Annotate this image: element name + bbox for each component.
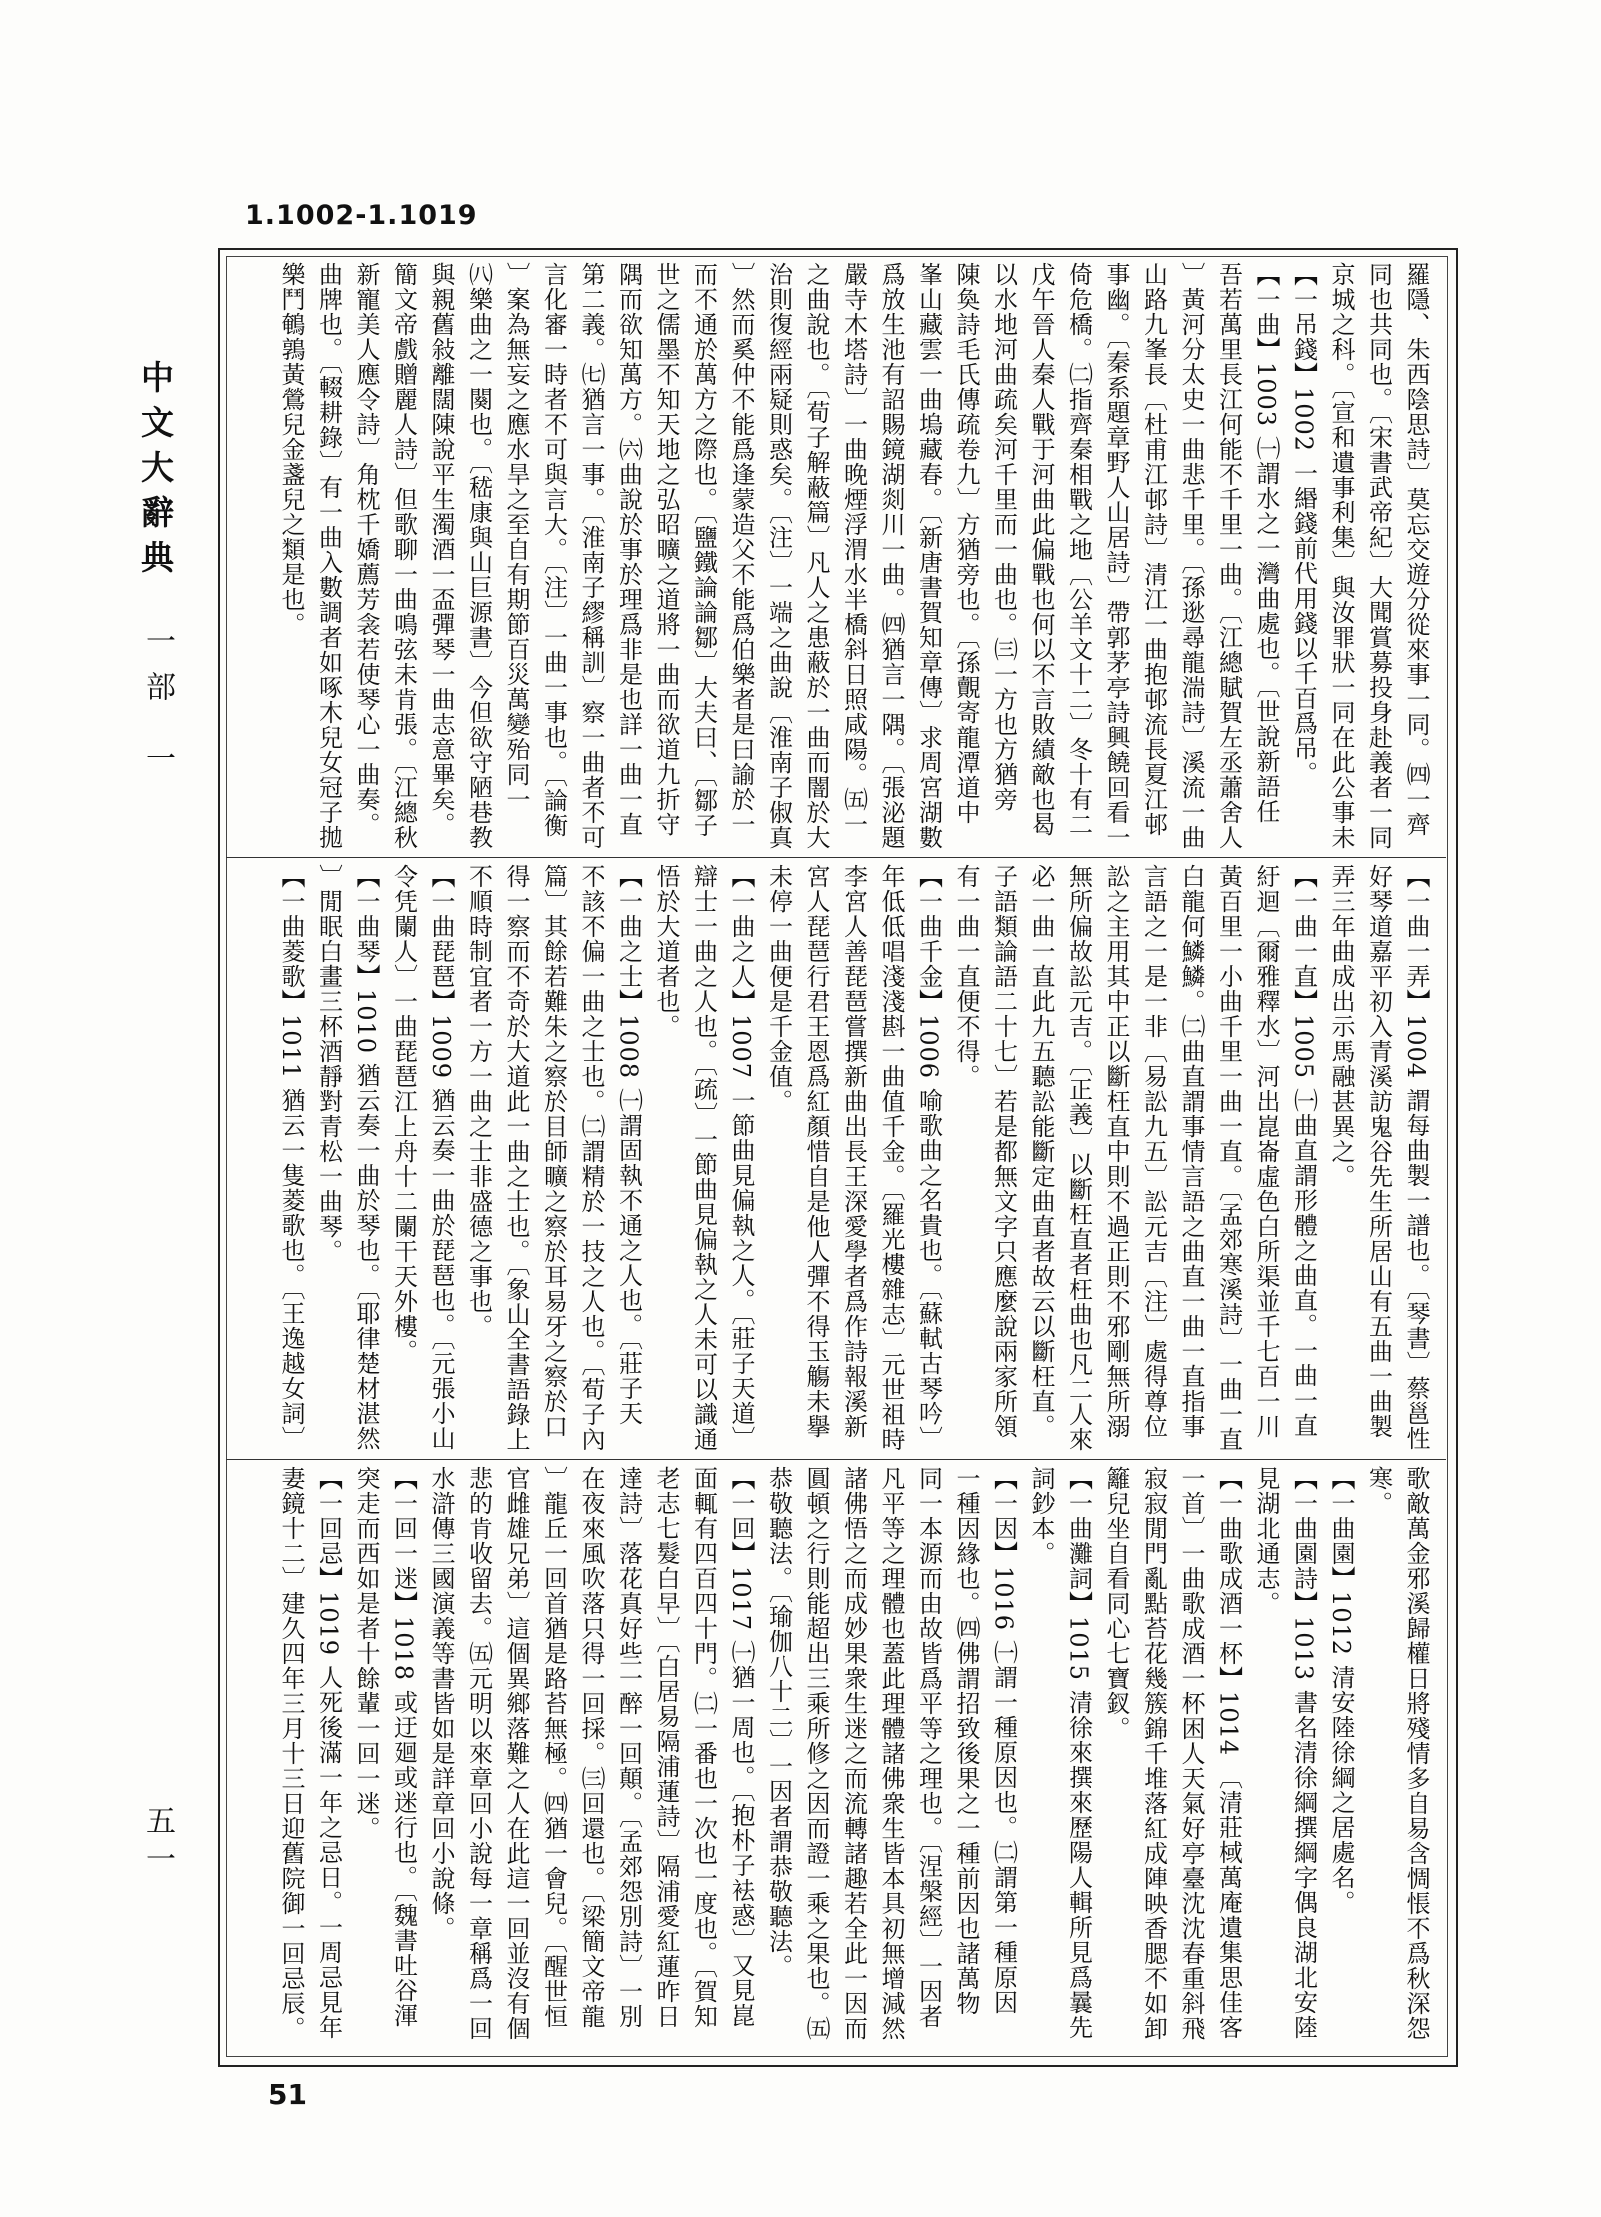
text-column: 之曲說也。〔荀子解蔽篇〕凡人之患蔽於一曲而闇於大	[802, 262, 830, 850]
radical-section-label: 一部 一	[140, 625, 175, 789]
text-column: 吾若萬里長江何能不千里一曲。〔江總賦賀左丞蕭舍人	[1214, 262, 1243, 850]
text-column: 樂鬥鵪鶉黃鶯兒金盞兒之類是也。	[277, 262, 305, 637]
text-column: 【一曲琴】1010 猶云奏一曲於琴也。〔耶律楚材湛然	[352, 864, 380, 1451]
text-column: 達詩〕落花真好些一醉一回顛。〔孟郊怨別詩〕一別	[614, 1466, 643, 2029]
text-column: 【一曲之士】1008 ㈠謂固執不通之人也。〔莊子天	[614, 864, 643, 1426]
text-column: 見湖北通志。	[1252, 1466, 1280, 1616]
entry-range-header: 1.1002-1.1019	[245, 200, 478, 231]
text-column: 弄三年曲成出示馬融甚異之。	[1327, 864, 1355, 1189]
text-column: 恭敬聽法。〔瑜伽八十二〕一因者謂恭敬聽法。	[764, 1466, 793, 1979]
text-column: 李宮人善琵琶嘗撰新曲出長王深愛學者爲作詩報溪新	[839, 864, 868, 1439]
text-column: 【一曲菱歌】1011 猶云一隻菱歌也。〔王逸越女詞〕	[277, 864, 305, 1451]
text-column: 同也共同也。〔宋書武帝紀〕大聞賞募投身赴義者一同	[1364, 262, 1393, 850]
text-column: 事幽。〔秦系題章野人山居詩〕帶郭茅亭詩興饒回看一	[1102, 262, 1130, 850]
dictionary-title: 中文大辭典	[136, 360, 175, 585]
text-column: 寒。	[1364, 1466, 1393, 1516]
text-column: 〕閒眠白畫三杯酒靜對青松一曲琴。	[314, 864, 343, 1264]
text-column: 在夜來風吹落只得一回採。㈢回還也。〔梁簡文帝龍	[577, 1466, 605, 2029]
text-column: 年低低唱淺淺斟一曲值千金。〔羅光樓雜志〕元世祖時	[877, 864, 905, 1452]
text-column: 言語之一是一非〔易訟九五〕訟元吉〔注〕處得尊位	[1139, 864, 1168, 1439]
text-column: 〕然而奚仲不能爲逢蒙造父不能爲伯樂者是曰諭於一	[727, 262, 755, 837]
text-column: 曲牌也。〔輟耕錄〕有一曲入數調者如啄木兒女冠子拋	[314, 262, 343, 850]
text-column: 【一曲歌成酒一杯】1014 〔清莊棫萬庵遺集思佳客	[1214, 1466, 1243, 2040]
text-column: 訟之主用其中正以斷枉直中則不過正則不邪剛無所溺	[1102, 864, 1130, 1439]
text-column: 戊午晉人秦人戰于河曲此偏戰也何以不言敗績敵也曷	[1027, 262, 1055, 837]
tier-middle	[235, 864, 1437, 1454]
text-column: ㈧樂曲之一闋也。〔嵇康與山巨源書〕今但欲守陋巷教	[464, 262, 493, 850]
text-column: 詞鈔本。	[1027, 1466, 1055, 1566]
text-column: 治則復經兩疑則惑矣。〔注〕一端之曲說〔淮南子俶真	[764, 262, 793, 850]
text-column: 【一曲之人】1007 一節曲見偏執之人。〔莊子天道〕	[727, 864, 755, 1451]
tier-divider-1	[226, 857, 1446, 858]
text-column: 而不通於萬方之際也。〔鹽鐵論論鄒〕大夫曰、〔鄒子	[689, 262, 718, 838]
text-column: 〕龍丘一回首猶是路苔無極。㈣猶一會兒。〔醒世恒	[539, 1466, 568, 2029]
text-column: 【一曲園詩】1013 書名清徐綱撰綱字偶良湖北安陸	[1289, 1466, 1318, 2040]
text-column: 子語類論語二十七〕若是都無文字只應麼說兩家所領	[989, 864, 1018, 1439]
text-column: 陳奐詩毛氏傳疏卷九〕方猶旁也。〔孫覿寄龍潭道中	[952, 262, 980, 825]
text-column: 【一曲琵琶】1009 猶云奏一曲於琵琶也。〔元張小山	[427, 864, 455, 1451]
page-number: 51	[268, 2078, 307, 2111]
text-column: 諸佛悟之而成妙果衆生迷之而流轉諸趣若全此一因而	[839, 1466, 868, 2041]
text-column: 〕黃河分太史一曲悲千里。〔孫逖尋龍湍詩〕溪流一曲	[1177, 262, 1205, 850]
text-column: 篇〕其餘若難朱之察於目師曠之察於耳易牙之察於口	[539, 864, 568, 1439]
text-column: 妻鏡十二〕建久四年三月十三日迎舊院御一回忌辰。	[277, 1466, 305, 2041]
text-column: 〕案為無妄之應水旱之至自有期節百災萬變殆同一	[502, 262, 530, 812]
text-column: 【一曲灘詞】1015 清徐來撰來歷陽人輯所見爲曩先	[1064, 1466, 1093, 2040]
text-column: 簡文帝戲贈麗人詩〕但歌聊一曲鳴弦未肯張。〔江總秋	[389, 262, 418, 850]
text-column: 悟於大道者也。	[652, 864, 680, 1039]
text-column: 嚴寺木塔詩〕一曲晚煙浮渭水半橋斜日照咸陽。㈤一	[839, 262, 868, 837]
text-column: 好琴道嘉平初入青溪訪鬼谷先生所居山有五曲一曲製	[1364, 864, 1393, 1439]
text-column: 凡平等之理體也蓋此理體諸佛衆生皆本具初無增減然	[877, 1466, 905, 2041]
text-column: 不該不偏一曲之士也。㈡謂精於一技之人也。〔荀子內	[577, 864, 605, 1452]
text-column: 不順時制宜者一方一曲之士非盛德之事也。	[464, 864, 493, 1339]
text-column: 得一察而不奇於大道此一曲之士也。〔象山全書語錄上	[502, 864, 530, 1452]
text-column: 第二義。㈦猶言一事。〔淮南子繆稱訓〕察一曲者不可	[577, 262, 605, 850]
text-column: 以水地河曲疏矣河千里而一曲也。㈢一方也方猶旁	[989, 262, 1018, 812]
text-column: 寂寂閒門亂點苔花幾簇錦千堆落紅成陣映香腮不如卸	[1139, 1466, 1168, 2041]
text-column: 白龍何鱗鱗。㈡曲直謂事情言語之曲直一曲一直指事	[1177, 864, 1205, 1439]
text-column: 官雌雄兄弟〕這個異鄉落難之人在此這一回並沒有個	[502, 1466, 530, 2041]
text-column: 宮人琵琶行君王恩爲紅顏惜自是他人彈不得玉觴未擧	[802, 864, 830, 1439]
text-column: 未停一曲便是千金值。	[764, 864, 793, 1114]
text-column: 山路九峯長〔杜甫江邨詩〕清江一曲抱邨流長夏江邨	[1139, 262, 1168, 837]
text-column: 京城之科。〔宣和遺事利集〕與汝罪狀一同在此公事未	[1327, 262, 1355, 850]
text-column: 圓頓之行則能超出三乘所修之因而證一乘之果也。㈤	[802, 1466, 830, 2041]
tier-top	[235, 262, 1437, 852]
text-column: 言化審一時者不可與言大。〔注〕一曲一事也。〔論衡	[539, 262, 568, 838]
text-column: 一種因緣也。㈣佛謂招致後果之一種前因也諸萬物	[952, 1466, 980, 2016]
text-column: 突走而西如是者十餘輩一回一迷。	[352, 1466, 380, 1841]
text-column: 世之儒墨不知天地之弘昭曠之道將一曲而欲道九折守	[652, 262, 680, 837]
text-column: 必一曲一直此九五聽訟能斷定曲直者故云以斷枉直。	[1027, 864, 1055, 1439]
page-number-cjk: 五一	[140, 1805, 175, 1881]
tier-bottom	[235, 1466, 1437, 2052]
text-column: 籬兒坐自看同心七寶釵。	[1102, 1466, 1130, 1741]
text-column: 面輒有四百四十門。㈡一番也一次也一度也。〔賀知	[689, 1466, 718, 2029]
text-column: 黃百里一小曲千里一曲一直。〔孟郊寒溪詩〕一曲一直	[1214, 864, 1243, 1452]
text-column: 【一曲】1003 ㈠謂水之一灣曲處也。〔世說新語任	[1252, 262, 1280, 824]
tier-divider-2	[226, 1459, 1446, 1460]
text-column: 【一曲千金】1006 喻歌曲之名貴也。〔蘇軾古琴吟〕	[914, 864, 943, 1451]
text-column: 羅隱、朱西陰思詩〕莫忘交遊分從來事一同。㈣一齊	[1402, 262, 1430, 837]
text-column: 【一回一迷】1018 或迂廻或迷行也。〔魏書吐谷渾	[389, 1466, 418, 2028]
text-column: 同一本源而由故皆爲平等之理也。〔涅槃經〕一因者	[914, 1466, 943, 2029]
text-column: 歌敵萬金邪溪歸權日將殘情多自易含惆悵不爲秋深怨	[1402, 1466, 1430, 2041]
text-column: 辯士一曲之人也。〔疏〕一節曲見偏執之人未可以識通	[689, 864, 718, 1452]
text-column: 水滸傳三國演義等書皆如是詳章回小說條。	[427, 1466, 455, 1941]
text-column: 新寵美人應令詩〕角枕千嬌薦芳衾若使琴心一曲奏。	[352, 262, 380, 837]
text-column: 【一曲一弄】1004 謂每曲製一譜也。〔琴書〕蔡邕性	[1402, 864, 1430, 1451]
text-column: 無所偏故訟元吉。〔正義〕以斷枉直者枉曲也凡二人來	[1064, 864, 1093, 1452]
text-column: 爲放生池有詔賜鏡湖剡川一曲。㈣猶言一隅。〔張泌題	[877, 262, 905, 850]
text-column: 【一回】1017 ㈠猶一周也。〔抱朴子袪惑〕又見崑	[727, 1466, 755, 2028]
text-column: 【一回忌】1019 人死後滿一年之忌日。一周忌見年	[314, 1466, 343, 2040]
text-column: 一首〕一曲歌成酒一杯困人天氣好亭臺沈沈春重斜飛	[1177, 1466, 1205, 2041]
text-column: 老志七髮白早〕〔白居易隔浦蓮詩〕隔浦愛紅蓮昨日	[652, 1466, 680, 2029]
text-column: 隅而欲知萬方。㈥曲說於事於理爲非是也詳一曲一直	[614, 262, 643, 837]
text-column: 【一曲園】1012 清安陸徐綱之居處名。	[1327, 1466, 1355, 1915]
text-column: 【一吊錢】1002 一緡錢前代用錢以千百爲吊。	[1289, 262, 1318, 786]
text-column: 【一因】1016 ㈠謂一種原因也。㈡謂第一種原因	[989, 1466, 1018, 2015]
text-column: 倚危橋。㈡指齊秦相戰之地〔公羊文十二〕冬十有二	[1064, 262, 1093, 837]
text-column: 【一曲一直】1005 ㈠曲直謂形體之曲直。一曲一直	[1289, 864, 1318, 1438]
text-column: 峯山藏雲一曲塢藏春。〔新唐書賀知章傳〕求周宮湖數	[914, 262, 943, 850]
text-column: 令凭闌人〕一曲琵琶江上舟十二闌干天外樓。	[389, 864, 418, 1364]
text-column: 紆迴〔爾雅釋水〕河出崑崙虛色白所渠並千七百一川	[1252, 864, 1280, 1439]
text-column: 與親舊敍離闊陳說平生濁酒一盃彈琴一曲志意畢矣。	[427, 262, 455, 837]
text-column: 有一曲一直便不得。	[952, 864, 980, 1089]
text-column: 悲的肯收留去。㈤元明以來章回小說每一章稱爲一回	[464, 1466, 493, 2041]
